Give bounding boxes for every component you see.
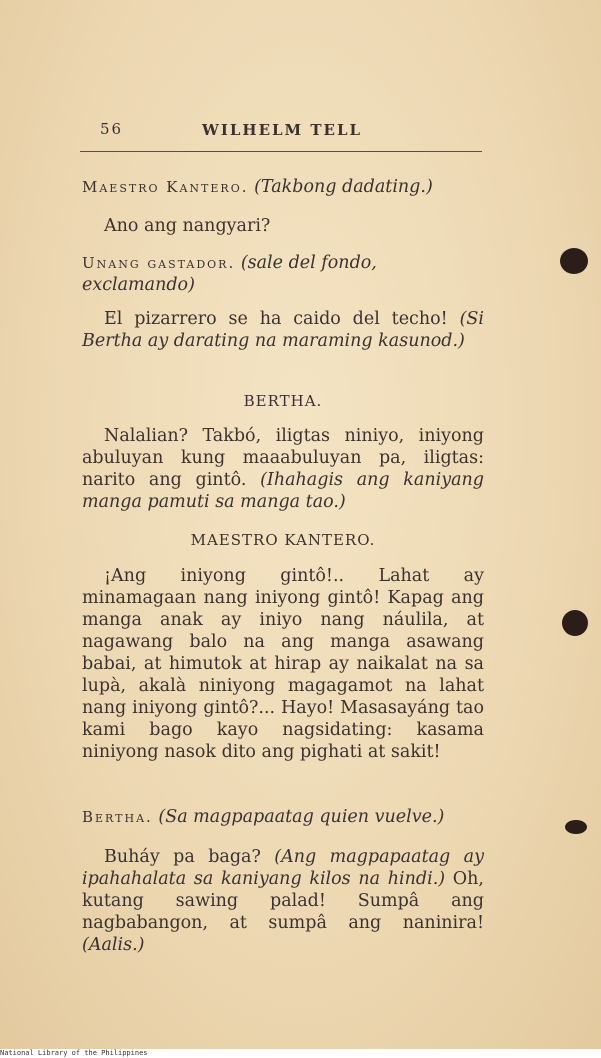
stage-direction: (Ihahagis ang kaniyang manga pamuti sa manga tao.)	[82, 470, 484, 512]
dialogue-text: Nalalian? Takbó, iligtas niniyo, iniyong abuluyan kung maaabuluyan pa, iligtas: narito ang gintô.	[82, 426, 484, 490]
speaker-line	[82, 176, 484, 198]
stage-direction: (Ang magpapaatag ay ipahahalata sa kaniyang kilos na hindi.)	[82, 847, 484, 889]
dialogue-paragraph	[82, 846, 484, 956]
stage-direction: (Takbong dadating.)	[254, 177, 433, 197]
running-title: WILHELM TELL	[202, 121, 363, 139]
dialogue-text: El pizarrero se ha caido del techo!	[104, 309, 448, 329]
speaker-name: Maestro Kantero.	[82, 178, 249, 196]
dialogue-line: Ano ang nangyari?	[104, 216, 271, 236]
ink-blot	[560, 248, 588, 274]
dialogue-paragraph	[82, 425, 484, 513]
library-footer: National Library of the Philippines	[0, 1049, 601, 1058]
speaker-line	[82, 806, 484, 828]
speaker-name: Bertha.	[82, 808, 153, 826]
ink-blot	[565, 820, 587, 834]
speaker-heading: BERTHA.	[243, 392, 323, 410]
ink-blot	[562, 610, 588, 636]
header-rule	[80, 151, 482, 152]
dialogue-paragraph: ¡Ang iniyong gintô!.. Lahat ay minamagaan nang iniyong gintô! Kapag ang manga anak ay iniyo nang náulila, at nagawang balo na ang manga asawang babai, at himutok at hirap ay naikalat na sa lupà, akalà niniyong magagamot na lahat nang iniyong gintô?... Hayo! Masasayáng tao kami bago kayo nagsidating: kasama niniyong nasok dito ang pighati at sakit!	[82, 566, 484, 762]
dialogue-paragraph	[82, 308, 484, 352]
dialogue-text: Buháy pa baga?	[104, 847, 261, 867]
dialogue-text: Oh, kutang sawing palad! Sumpâ ang nagbabangon, at sumpâ ang naninira!	[82, 869, 484, 933]
stage-direction: (Aalis.)	[82, 935, 145, 955]
speaker-name: Unang gastador.	[82, 254, 236, 272]
stage-direction: (Si Bertha ay darating na maraming kasunod.)	[82, 309, 484, 351]
speaker-heading: MAESTRO KANTERO.	[190, 531, 376, 549]
page-header	[84, 120, 484, 142]
stage-direction: (sale del fondo, exclamando)	[82, 253, 377, 295]
page-number: 56	[100, 120, 124, 138]
stage-direction: (Sa magpapaatag quien vuelve.)	[158, 807, 445, 827]
speaker-line	[82, 252, 484, 296]
